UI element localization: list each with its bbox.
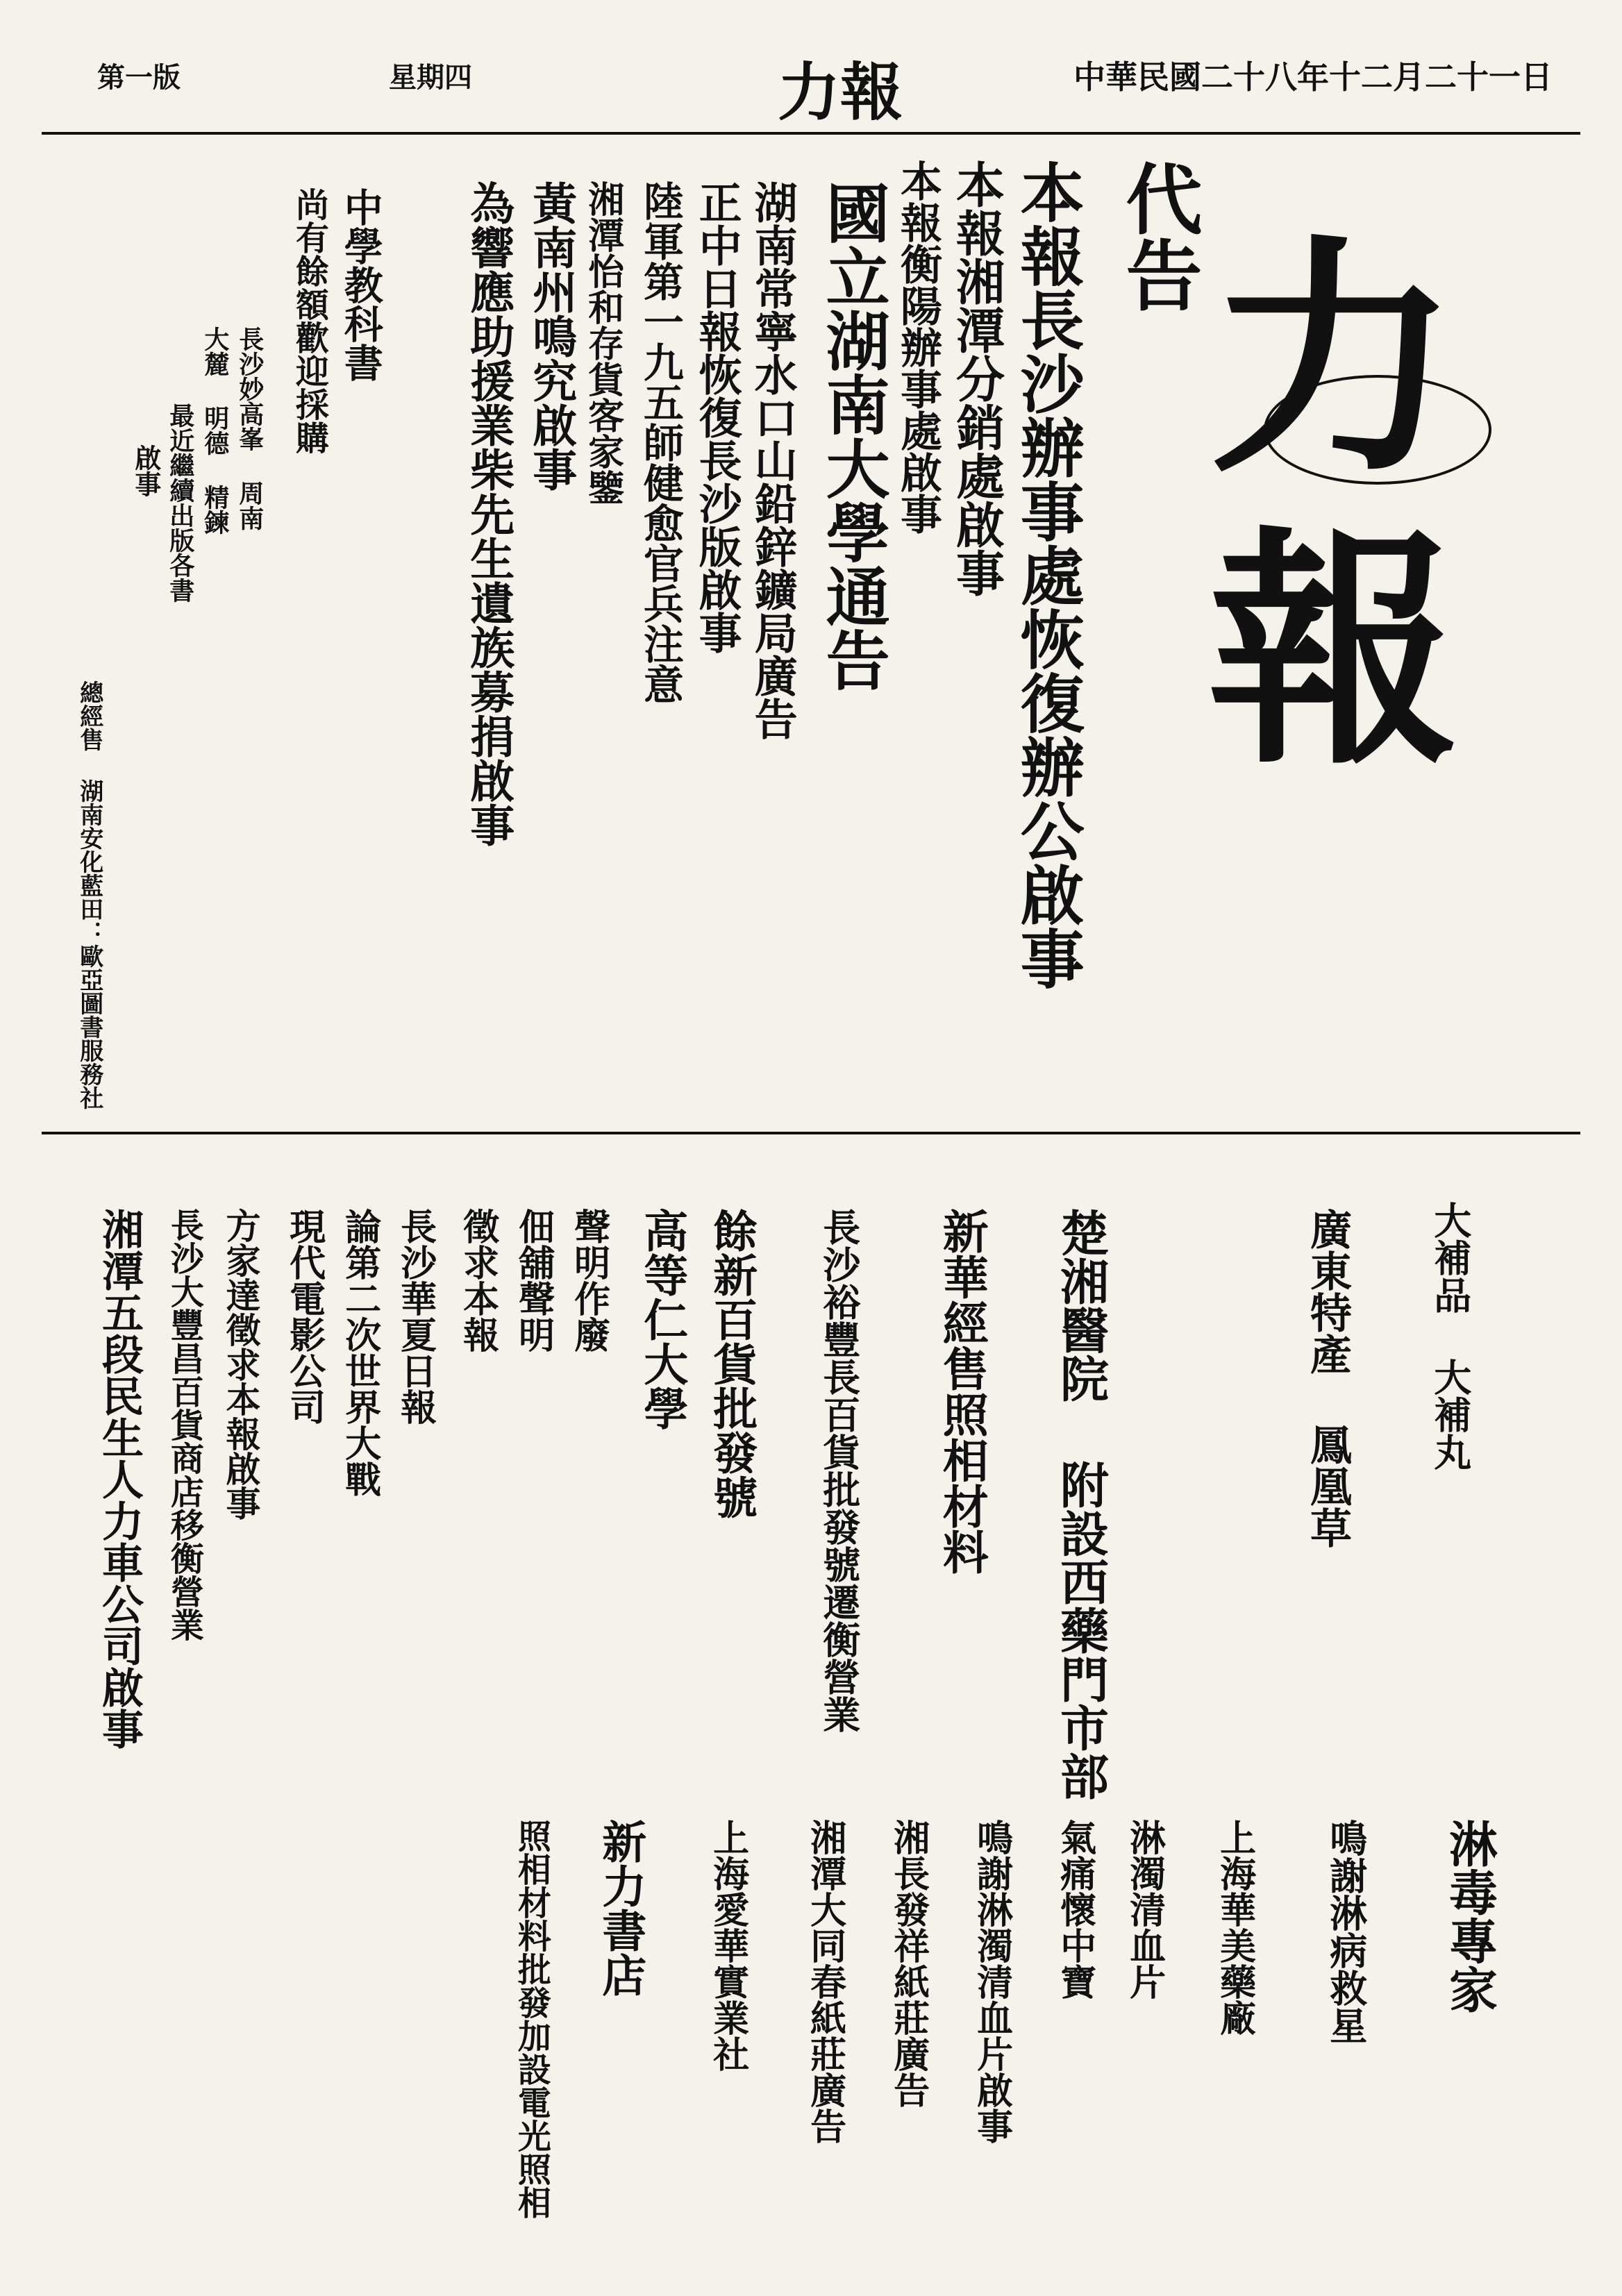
- hunan-title: 湖南常寧水口山鉛鋅鑛局廣告: [747, 181, 799, 740]
- textbook-sell: 總經售 湖南安化藍田：歐亞圖書服務社: [75, 680, 103, 1109]
- masthead-small: 力報: [778, 56, 903, 129]
- issue-date: 中華民國二十八年十二月二十一日: [1073, 58, 1553, 96]
- army-title: 陸軍第一九五師健愈官兵注意: [636, 181, 684, 704]
- weekday-label: 星期四: [389, 61, 472, 94]
- masthead-char-1: 力: [1208, 212, 1458, 506]
- masthead-char-2: 報: [1208, 504, 1458, 798]
- ad-title-10: 徵求本報: [456, 1208, 499, 1352]
- notice3-title: 本報衡陽辦事處啟事: [894, 160, 942, 535]
- textbook-line3: 最近繼續出版各書: [165, 403, 195, 603]
- textbook-notice: 啟事: [130, 444, 162, 497]
- ad-title-22: 鳴謝淋濁清血片啟事: [970, 1819, 1013, 2144]
- ad-title-1: 大補品 大補丸: [1428, 1201, 1473, 1470]
- ad-title-21: 氣痛懷中寶: [1053, 1819, 1096, 2000]
- ad-title-2: 廣東特產 鳳凰草: [1303, 1208, 1352, 1548]
- relief-title: 為響應助援業柴先生遺族募捐啟事: [462, 181, 515, 847]
- huang-title: 黃南州鳴究啟事: [525, 181, 578, 492]
- ad-title-15: 長沙大豐昌百貨商店移衡營業: [165, 1208, 204, 1641]
- round-stamp: [1264, 375, 1491, 485]
- notice1-title: 本報長沙辦事處恢復辦公啟事: [1010, 160, 1085, 990]
- ad-title-19: 上海華美藥廠: [1213, 1819, 1256, 2036]
- ad-title-4: 新華經售照相材料: [935, 1208, 989, 1575]
- ad-title-18: 鳴謝淋病救星: [1323, 1819, 1369, 2044]
- ad1-title: 代告: [1113, 160, 1203, 312]
- zhengzhong-title: 正中日報恢復長沙版啟事: [692, 181, 743, 654]
- textbook-line1: 長沙妙高峯 周南: [235, 326, 265, 530]
- ad-title-23: 湘長發祥紙莊廣告: [887, 1819, 930, 2108]
- textbook-line2: 大麓 明德 精鍊: [200, 326, 230, 535]
- ad-title-26: 新力書店: [594, 1819, 647, 1997]
- ad-title-3: 楚湘醫院 附設西藥門市部: [1052, 1208, 1110, 1800]
- ad-title-12: 論第二次世界大戰: [338, 1208, 381, 1497]
- ad-title-17: 淋毒專家: [1441, 1819, 1499, 2013]
- ad-title-9: 佃舖聲明: [512, 1208, 555, 1352]
- ad-title-27: 照相材料批發加設電光照相: [512, 1819, 551, 2219]
- university-title: 國立湖南大學通告: [815, 181, 891, 692]
- textbook-title: 中學教科書: [337, 187, 384, 382]
- ad-title-20: 淋濁清血片: [1123, 1819, 1166, 2000]
- ad-title-14: 方家達徵求本報啟事: [220, 1208, 262, 1520]
- notice2-title: 本報湘潭分銷處啟事: [948, 160, 1006, 597]
- ad-title-24: 湘潭大同春紙莊廣告: [803, 1819, 846, 2144]
- edition-label: 第一版: [97, 61, 181, 94]
- ad-title-7: 高等仁大學: [636, 1208, 689, 1430]
- ad-title-8: 聲明作廢: [567, 1208, 610, 1352]
- ad-title-6: 餘新百貨批發號: [705, 1208, 758, 1519]
- middle-rule: [42, 1132, 1580, 1134]
- ad-title-5: 長沙裕豐長百貨批發號遷衡營業: [817, 1208, 862, 1733]
- xiangtan-title: 湘潭怡和存貨客家鑒: [581, 181, 624, 505]
- ad-title-16: 湘潭五段民生人力車公司啟事: [95, 1208, 144, 1750]
- ad-title-11: 長沙華夏日報: [394, 1208, 437, 1425]
- ad-title-25: 上海愛華實業社: [706, 1819, 749, 2072]
- newspaper-page: [14, 14, 1608, 2282]
- textbook-sub: 尚有餘額歡迎採購: [290, 187, 329, 454]
- ad-title-13: 現代電影公司: [283, 1208, 326, 1425]
